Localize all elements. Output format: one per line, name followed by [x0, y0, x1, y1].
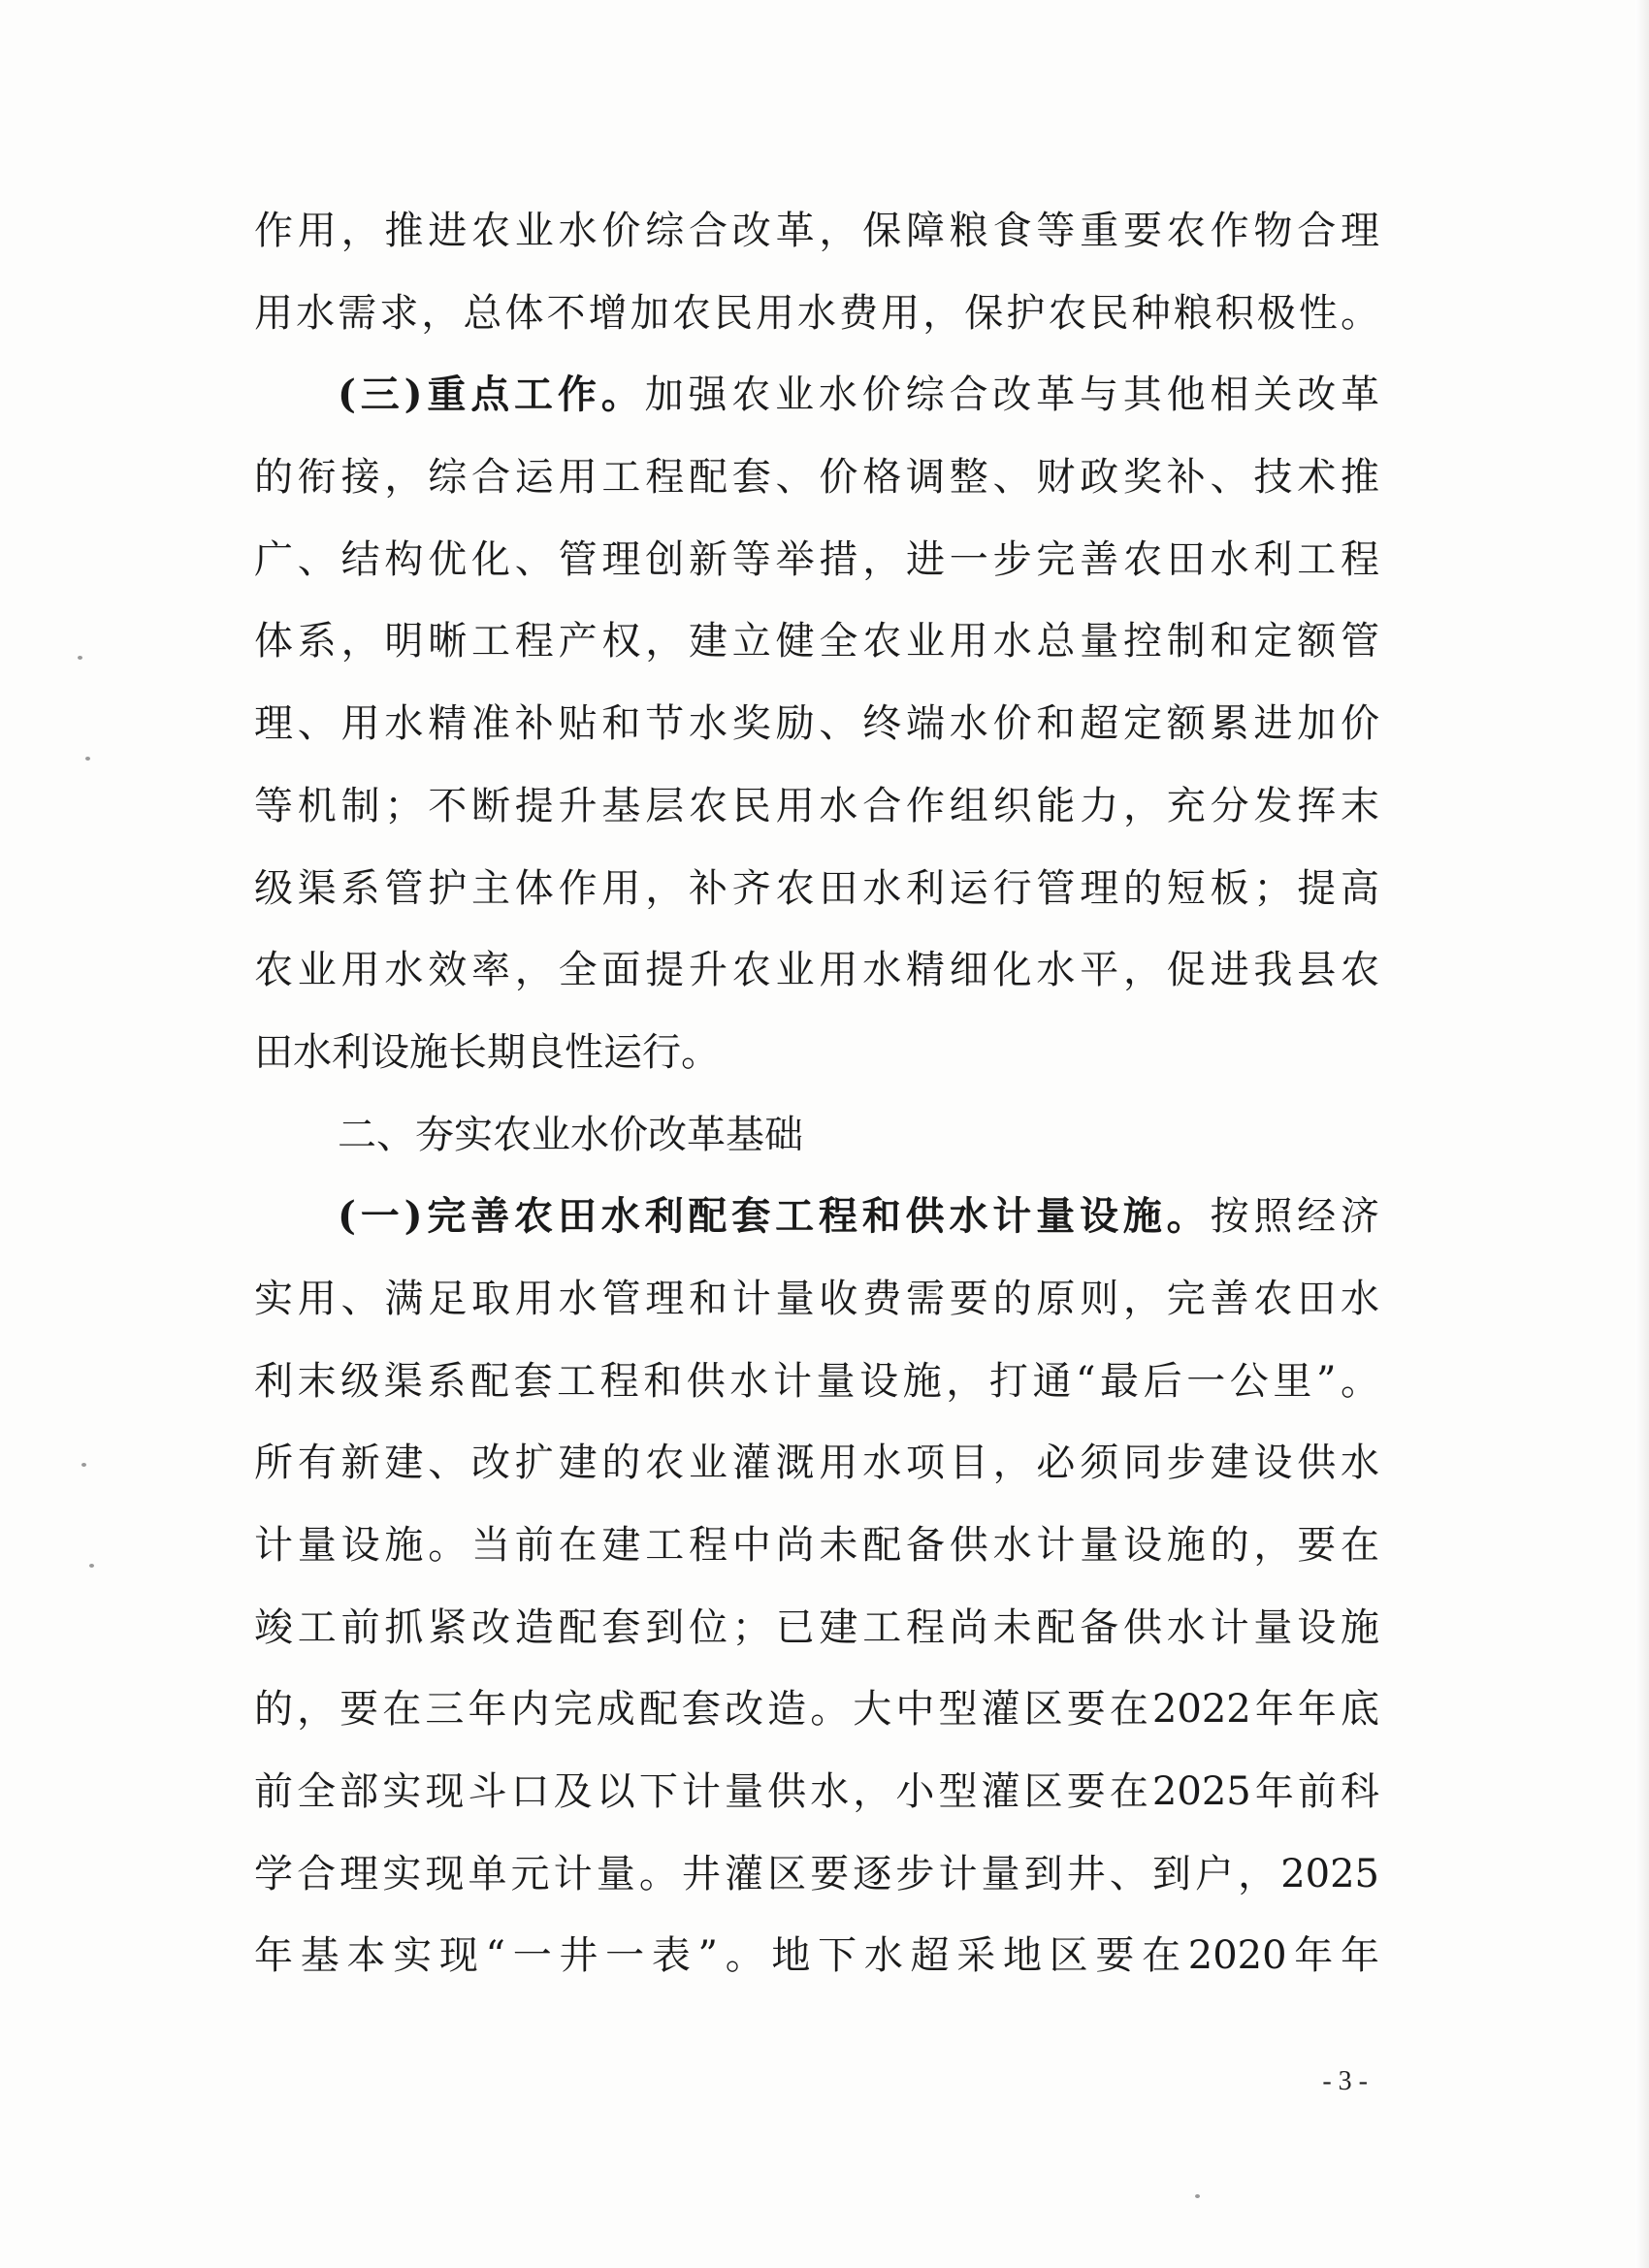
document-body: [254, 190, 1379, 1997]
text-line: 用水需求，总体不增加农民用水费用，保护农民种粮积极性。: [254, 290, 1379, 336]
scan-speck: [78, 656, 82, 660]
text-line: 的，要在三年内完成配套改造。大中型灌区要在2022年年底: [254, 1687, 1379, 1733]
text-line: 计量设施。当前在建工程中尚未配备供水计量设施的，要在: [254, 1523, 1379, 1568]
section-3-heading: (三)重点工作。: [338, 372, 645, 418]
page-number: - 3 -: [1322, 2066, 1368, 2096]
scan-edge: [1635, 0, 1649, 2268]
scan-speck: [81, 1463, 86, 1467]
text-line: 学合理实现单元计量。井灌区要逐步计量到井、到户，2025: [254, 1851, 1379, 1896]
text-line: 年基本实现“一井一表”。地下水超采地区要在2020年年: [254, 1933, 1379, 1979]
text-line: 竣工前抓紧改造配套到位；已建工程尚未配备供水计量设施: [254, 1604, 1379, 1650]
text-line: 级渠系管护主体作用，补齐农田水利运行管理的短板；提高: [254, 865, 1379, 911]
section-1-text: 按照经济: [1210, 1194, 1380, 1240]
section-1-heading: (一)完善农田水利配套工程和供水计量设施。: [338, 1193, 1211, 1240]
section-3-text: 加强农业水价综合改革与其他相关改革: [644, 373, 1380, 418]
text-line: 广、结构优化、管理创新等举措，进一步完善农田水利工程: [254, 536, 1379, 582]
section-heading: 二、夯实农业水价改革基础: [338, 1112, 803, 1157]
text-line: 作用，推进农业水价综合改革，保障粮食等重要农作物合理: [254, 209, 1379, 253]
text-line: 所有新建、改扩建的农业灌溉用水项目，必须同步建设供水: [254, 1441, 1379, 1486]
text-line: 田水利设施长期良性运行。: [254, 1029, 720, 1075]
section-3-paragraph-start: [254, 354, 1379, 437]
scan-speck: [1195, 2194, 1200, 2198]
text-line: 前全部实现斗口及以下计量供水，小型灌区要在2025年前科: [254, 1769, 1379, 1815]
scan-speck: [85, 757, 90, 761]
text-line: 体系，明晰工程产权，建立健全农业用水总量控制和定额管: [254, 619, 1379, 664]
text-line: 理、用水精准补贴和节水奖励、终端水价和超定额累进加价: [254, 701, 1379, 747]
text-line: 利末级渠系配套工程和供水计量设施，打通“最后一公里”。: [254, 1358, 1379, 1404]
text-line: 等机制；不断提升基层农民用水合作组织能力，充分发挥末: [254, 783, 1379, 828]
text-line: 实用、满足取用水管理和计量收费需要的原则，完善农田水: [254, 1276, 1379, 1321]
text-line: 的衔接，综合运用工程配套、价格调整、财政奖补、技术推: [254, 455, 1379, 501]
section-1-paragraph-start: [254, 1176, 1379, 1258]
text-line: 农业用水效率，全面提升农业用水精细化水平，促进我县农: [254, 948, 1379, 993]
scan-speck: [89, 1564, 94, 1568]
